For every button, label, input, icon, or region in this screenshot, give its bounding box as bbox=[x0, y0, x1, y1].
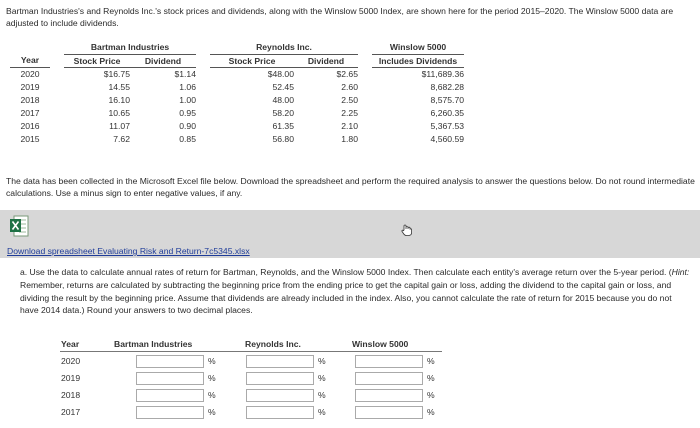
cell-r-div: $2.65 bbox=[336, 68, 358, 79]
percent-sign: % bbox=[208, 373, 216, 383]
col-bartman-dividend: Dividend bbox=[130, 54, 196, 67]
return-input-bartman-2018[interactable] bbox=[136, 389, 204, 402]
cell-year: 2018 bbox=[20, 94, 40, 105]
question-text-start: a. Use the data to calculate annual rates of return for Bartman, Reynolds, and the Winslow 5000 Index. Then calculate each entity's average return over the 5-year period. ( bbox=[20, 267, 672, 277]
percent-sign: % bbox=[318, 407, 326, 417]
question-part-a bbox=[20, 266, 690, 317]
return-input-winslow-2020[interactable] bbox=[355, 355, 423, 368]
header-bartman: Bartman Industries bbox=[64, 41, 196, 54]
intro-text: Bartman Industries's and Reynolds Inc.'s stock prices and dividends, along with the Winslow 5000 Index, are shown here for the period 2015–2020. The Winslow 5000 data are adjusted to include dividends. bbox=[6, 6, 674, 28]
cell-r-div: 2.60 bbox=[341, 81, 358, 92]
cell-year: 2016 bbox=[20, 120, 40, 131]
table-row bbox=[10, 67, 464, 80]
return-input-winslow-2019[interactable] bbox=[355, 372, 423, 385]
question-text-end: Remember, returns are calculated by subtracting the beginning price from the ending price to get the capital gain or loss, adding the dividend to the capital gain or loss, and dividing the result by the beginning price. Assume that dividends are already included in the index. Also, you cannot calculate the rate of return for 2015 because you do not have 2014 data.) Round your answers to two decimal places. bbox=[20, 279, 672, 316]
return-input-reynolds-2018[interactable] bbox=[246, 389, 314, 402]
cell-b-div: 0.95 bbox=[179, 107, 196, 118]
return-input-reynolds-2017[interactable] bbox=[246, 406, 314, 419]
return-input-bartman-2017[interactable] bbox=[136, 406, 204, 419]
cell-year: 2019 bbox=[20, 81, 40, 92]
answer-header-bartman: Bartman Industries bbox=[114, 339, 193, 349]
table-row bbox=[10, 132, 464, 145]
cell-r-stock: 56.80 bbox=[272, 133, 294, 144]
cell-b-div: 0.85 bbox=[179, 133, 196, 144]
cell-b-stock: $16.75 bbox=[103, 68, 130, 79]
cell-b-stock: 16.10 bbox=[108, 94, 130, 105]
table-row bbox=[10, 106, 464, 119]
cell-r-stock: 61.35 bbox=[272, 120, 294, 131]
answer-header-year: Year bbox=[61, 339, 80, 349]
stock-data-table bbox=[10, 41, 464, 145]
cell-winslow: 5,367.53 bbox=[430, 120, 464, 131]
cell-r-stock: $48.00 bbox=[267, 68, 294, 79]
cell-year: 2020 bbox=[20, 68, 40, 79]
hint-label: Hint: bbox=[671, 267, 690, 277]
cell-b-div: 1.06 bbox=[179, 81, 196, 92]
cell-r-div: 2.25 bbox=[341, 107, 358, 118]
cell-b-stock: 14.55 bbox=[108, 81, 130, 92]
answer-header-reynolds: Reynolds Inc. bbox=[245, 339, 301, 349]
cell-winslow: $11,689.36 bbox=[421, 68, 464, 79]
return-input-reynolds-2019[interactable] bbox=[246, 372, 314, 385]
cell-r-stock: 48.00 bbox=[272, 94, 294, 105]
download-spreadsheet-link[interactable]: Download spreadsheet Evaluating Risk and Return-7c5345.xlsx bbox=[7, 246, 250, 256]
cell-b-div: 1.00 bbox=[179, 94, 196, 105]
answer-header-divider bbox=[60, 351, 442, 352]
cell-b-div: $1.14 bbox=[174, 68, 196, 79]
cell-year: 2017 bbox=[20, 107, 40, 118]
percent-sign: % bbox=[427, 373, 435, 383]
answer-year: 2020 bbox=[61, 356, 81, 366]
cell-winslow: 8,682.28 bbox=[430, 81, 464, 92]
cell-b-stock: 11.07 bbox=[109, 120, 130, 131]
cell-r-div: 2.10 bbox=[341, 120, 358, 131]
return-input-winslow-2017[interactable] bbox=[355, 406, 423, 419]
cell-r-div: 1.80 bbox=[341, 133, 358, 144]
instructions-note: The data has been collected in the Microsoft Excel file below. Download the spreadsheet and perform the required analysis to answer the questions below. Do not round intermediate calculations. Use a minus sign to enter negative values, if any. bbox=[6, 176, 695, 198]
percent-sign: % bbox=[318, 356, 326, 366]
answer-year: 2019 bbox=[61, 373, 81, 383]
return-input-reynolds-2020[interactable] bbox=[246, 355, 314, 368]
cell-r-stock: 58.20 bbox=[272, 107, 294, 118]
percent-sign: % bbox=[427, 390, 435, 400]
table-row bbox=[10, 119, 464, 132]
col-year: Year bbox=[10, 54, 50, 67]
col-winslow: Includes Dividends bbox=[372, 54, 464, 67]
return-input-winslow-2018[interactable] bbox=[355, 389, 423, 402]
excel-file-icon[interactable] bbox=[9, 215, 29, 237]
percent-sign: % bbox=[318, 373, 326, 383]
cell-r-stock: 52.45 bbox=[272, 81, 294, 92]
cell-r-div: 2.50 bbox=[341, 94, 358, 105]
return-input-bartman-2019[interactable] bbox=[136, 372, 204, 385]
hand-cursor-icon bbox=[400, 223, 414, 237]
col-reynolds-stock: Stock Price bbox=[210, 54, 294, 67]
col-reynolds-dividend: Dividend bbox=[294, 54, 358, 67]
cell-b-div: 0.90 bbox=[179, 120, 196, 131]
cell-winslow: 6,260.35 bbox=[430, 107, 464, 118]
answer-year: 2017 bbox=[61, 407, 81, 417]
col-bartman-stock: Stock Price bbox=[64, 54, 130, 67]
percent-sign: % bbox=[318, 390, 326, 400]
excel-download-bar bbox=[0, 210, 700, 258]
cell-year: 2015 bbox=[20, 133, 40, 144]
header-winslow: Winslow 5000 bbox=[372, 41, 464, 54]
percent-sign: % bbox=[208, 407, 216, 417]
cell-b-stock: 10.65 bbox=[108, 107, 130, 118]
percent-sign: % bbox=[208, 356, 216, 366]
return-input-bartman-2020[interactable] bbox=[136, 355, 204, 368]
cell-winslow: 8,575.70 bbox=[430, 94, 464, 105]
table-row bbox=[10, 80, 464, 93]
answer-year: 2018 bbox=[61, 390, 81, 400]
header-reynolds: Reynolds Inc. bbox=[210, 41, 358, 54]
percent-sign: % bbox=[427, 356, 435, 366]
percent-sign: % bbox=[208, 390, 216, 400]
cell-b-stock: 7.62 bbox=[113, 133, 130, 144]
percent-sign: % bbox=[427, 407, 435, 417]
cell-winslow: 4,560.59 bbox=[430, 133, 464, 144]
answer-header-winslow: Winslow 5000 bbox=[352, 339, 409, 349]
table-row bbox=[10, 93, 464, 106]
